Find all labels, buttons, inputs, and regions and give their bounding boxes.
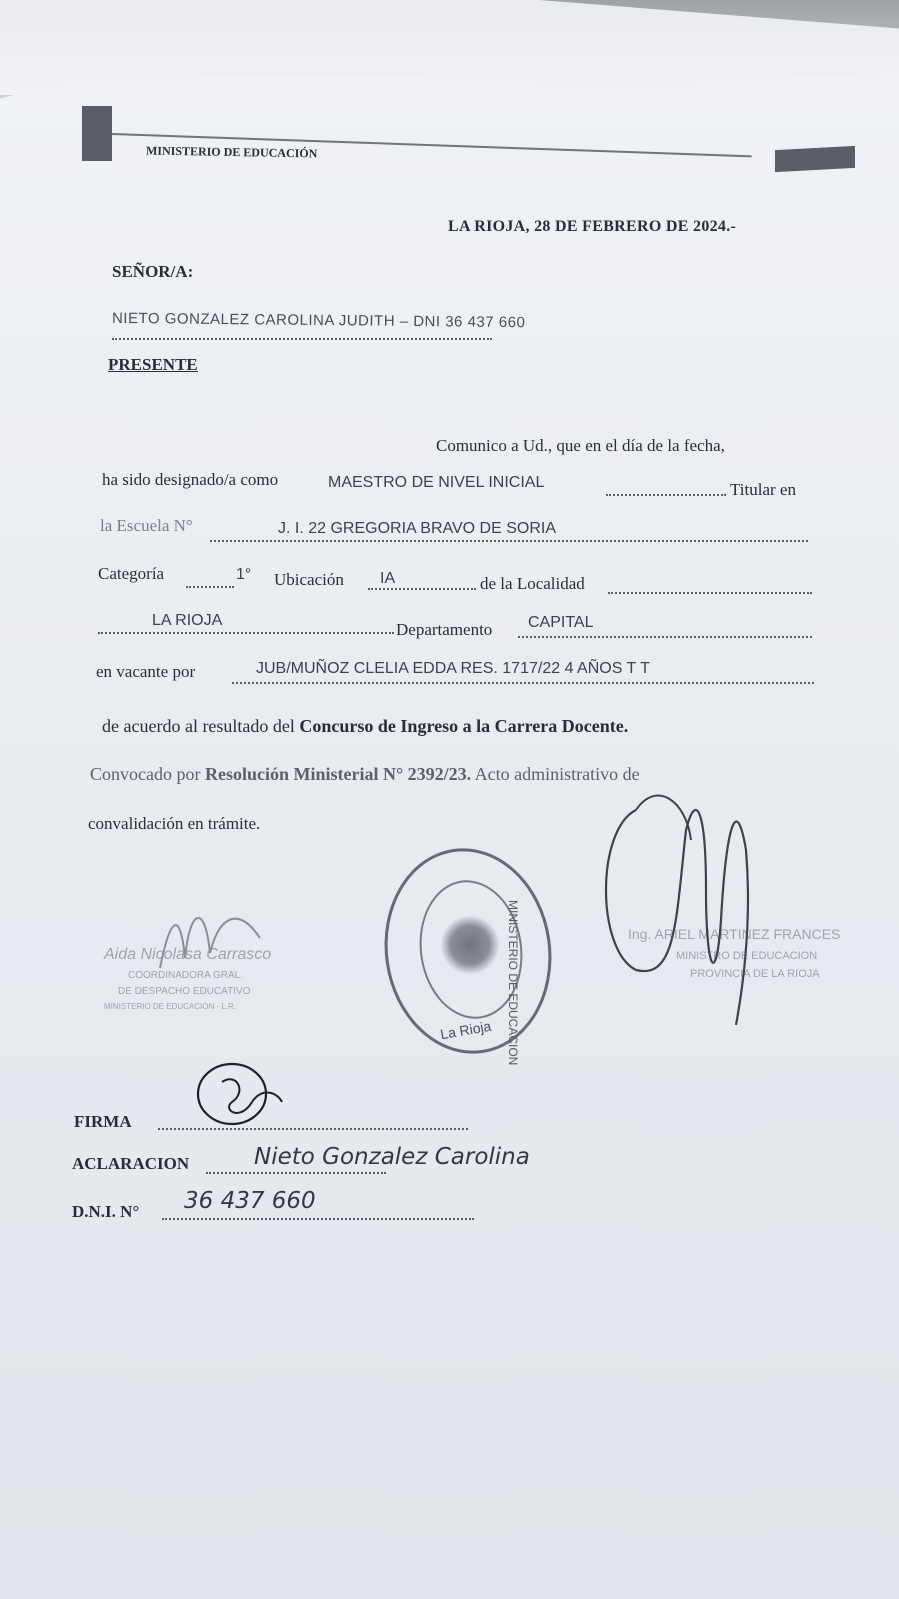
localidad-label: de la Localidad [480,574,585,593]
escuela-label: la Escuela N° [100,516,193,535]
ministry-header: MINISTERIO DE EDUCACIÓN [145,143,318,161]
firma-label: FIRMA [74,1112,132,1131]
dni-value: 36 437 660 [184,1188,316,1214]
concurso-text: Concurso de Ingreso a la Carrera Docente. [299,716,629,736]
ubicacion-dots [368,588,476,590]
left-stamp-title1: COORDINADORA GRAL. [128,970,244,981]
convocado-line [90,764,640,785]
recipient-name: NIETO GONZALEZ CAROLINA JUDITH – DNI 36 437 660 [111,309,526,332]
right-stamp-name: Ing. ARIEL MARTINEZ FRANCES [628,926,841,942]
right-stamp-title2: PROVINCIA DE LA RIOJA [690,968,820,980]
cargo-dots [606,494,726,496]
localidad-dots [608,592,812,594]
right-signature [596,770,776,1030]
intro-line: Comunico a Ud., que en el día de la fecha, [436,436,725,455]
localidad-line-dots [98,632,394,634]
seal-bottom-text: La Rioja [439,1017,493,1043]
convocado-text: Convocado por [90,764,205,784]
resolucion-text: Resolución Ministerial N° 2392/23. [204,764,472,784]
dni-label: D.N.I. N° [72,1202,140,1221]
departamento-label: Departamento [396,620,493,639]
departamento-dots [518,636,812,638]
escuela-value: J. I. 22 GREGORIA BRAVO DE SORIA [278,520,556,537]
ubicacion-value: IA [380,570,396,587]
categoria-value: 1° [236,566,252,583]
seal-text: MINISTERIO DE EDUCACION [506,900,520,1066]
escuela-dots [210,540,808,542]
acto-text: Acto administrativo de [471,764,640,784]
presente-heading: PRESENTE [108,355,198,374]
left-signature [150,898,280,978]
departamento-value: CAPITAL [528,614,594,631]
categoria-dots [186,586,234,588]
firma-signature [192,1052,292,1132]
aclaracion-value: Nieto Gonzalez Carolina [254,1144,530,1170]
aclaracion-label: ACLARACION [72,1154,190,1173]
cargo-value: MAESTRO DE NIVEL INICIAL [328,474,545,491]
right-stamp-title1: MINISTRO DE EDUCACION [676,950,818,962]
document-date: LA RIOJA, 28 DE FEBRERO DE 2024.- [448,218,737,235]
seal-emblem-icon [440,915,500,975]
vacante-value: JUB/MUÑOZ CLELIA EDDA RES. 1717/22 4 AÑOS T T [256,660,650,677]
left-stamp-title2: DE DESPACHO EDUCATIVO [118,986,251,997]
left-stamp-title3: MINISTERIO DE EDUCACION - L.R. [104,1002,237,1011]
convalidacion-line: convalidación en trámite. [88,814,261,833]
salutation: SEÑOR/A: [112,262,194,281]
ubicacion-label: Ubicación [274,570,344,589]
header-left-mark [82,106,112,161]
designado-label: ha sido designado/a como [102,470,279,489]
titular-label: Titular en [730,480,796,499]
vacante-dots [232,682,814,684]
aclaracion-dots [206,1172,386,1174]
header-right-mark [775,146,855,172]
localidad-value: LA RIOJA [152,612,223,629]
categoria-label: Categoría [98,564,165,583]
vacante-label: en vacante por [96,662,196,681]
acuerdo-text: de acuerdo al resultado del [102,716,300,736]
dni-dots [162,1218,474,1220]
recipient-dotted-line [112,338,492,340]
acuerdo-line [102,716,628,737]
left-stamp-name: Aida Nicolasa Carrasco [104,946,272,963]
